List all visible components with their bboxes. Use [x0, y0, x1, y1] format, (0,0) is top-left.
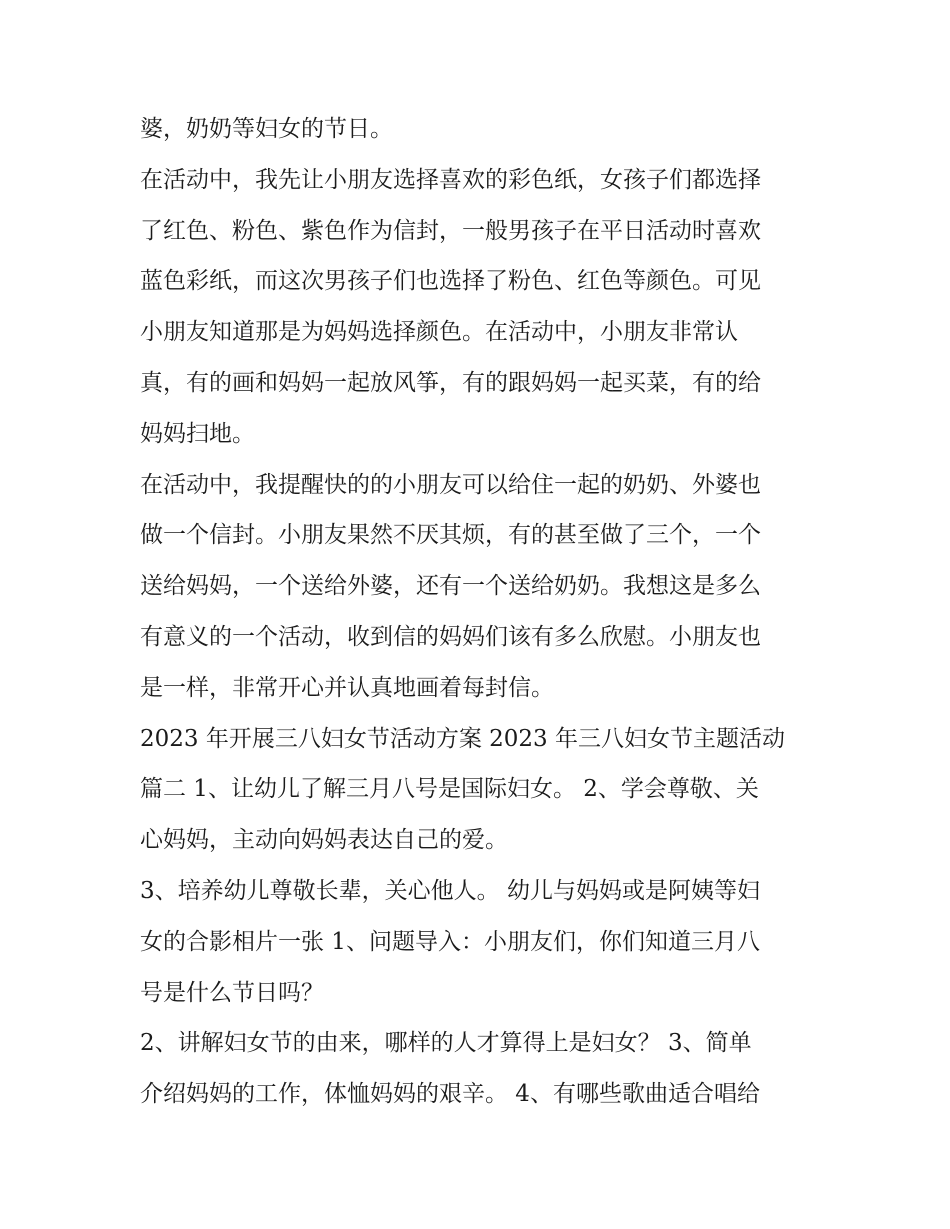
- text-line: 小朋友知道那是为妈妈选择颜色。在活动中，小朋友非常认: [140, 319, 738, 346]
- text-line: 送给妈妈，一个送给外婆，还有一个送给奶奶。我想这是多么: [140, 573, 761, 600]
- text-line: 是一样，非常开心并认真地画着每封信。: [140, 674, 554, 701]
- text-line: 蓝色彩纸，而这次男孩子们也选择了粉色、红色等颜色。可见: [140, 268, 761, 295]
- text-line: 介绍妈妈的工作，体恤妈妈的艰辛。 4、有哪些歌曲适合唱给: [140, 1081, 760, 1108]
- text-line: 3、培养幼儿尊敬长辈，关心他人。 幼儿与妈妈或是阿姨等妇: [140, 877, 760, 904]
- text-line: 篇二 1、让幼儿了解三月八号是国际妇女。 2、学会尊敬、关: [140, 776, 759, 803]
- text-line: 在活动中，我先让小朋友选择喜欢的彩色纸，女孩子们都选择: [140, 166, 761, 193]
- text-line: 有意义的一个活动，收到信的妈妈们该有多么欣慰。小朋友也: [140, 623, 761, 650]
- text-line: 了红色、粉色、紫色作为信封，一般男孩子在平日活动时喜欢: [140, 217, 761, 244]
- document-body: [140, 104, 820, 1120]
- text-line: 在活动中，我提醒快的的小朋友可以给住一起的奶奶、外婆也: [140, 471, 761, 498]
- text-line: 号是什么节日吗？: [140, 979, 324, 1006]
- text-line: 心妈妈，主动向妈妈表达自己的爱。: [140, 827, 508, 854]
- text-line: 女的合影相片一张 1、问题导入：小朋友们，你们知道三月八: [140, 928, 760, 955]
- text-line: 2、讲解妇女节的由来，哪样的人才算得上是妇女？ 3、简单: [140, 1030, 752, 1057]
- text-line: 真，有的画和妈妈一起放风筝，有的跟妈妈一起买菜，有的给: [140, 369, 761, 396]
- text-line: 婆，奶奶等妇女的节日。: [140, 116, 393, 142]
- text-line: 做一个信封。小朋友果然不厌其烦，有的甚至做了三个，一个: [140, 522, 761, 549]
- text-line: 2023 年开展三八妇女节活动方案 2023 年三八妇女节主题活动: [140, 725, 785, 752]
- text-line: 妈妈扫地。: [140, 420, 255, 447]
